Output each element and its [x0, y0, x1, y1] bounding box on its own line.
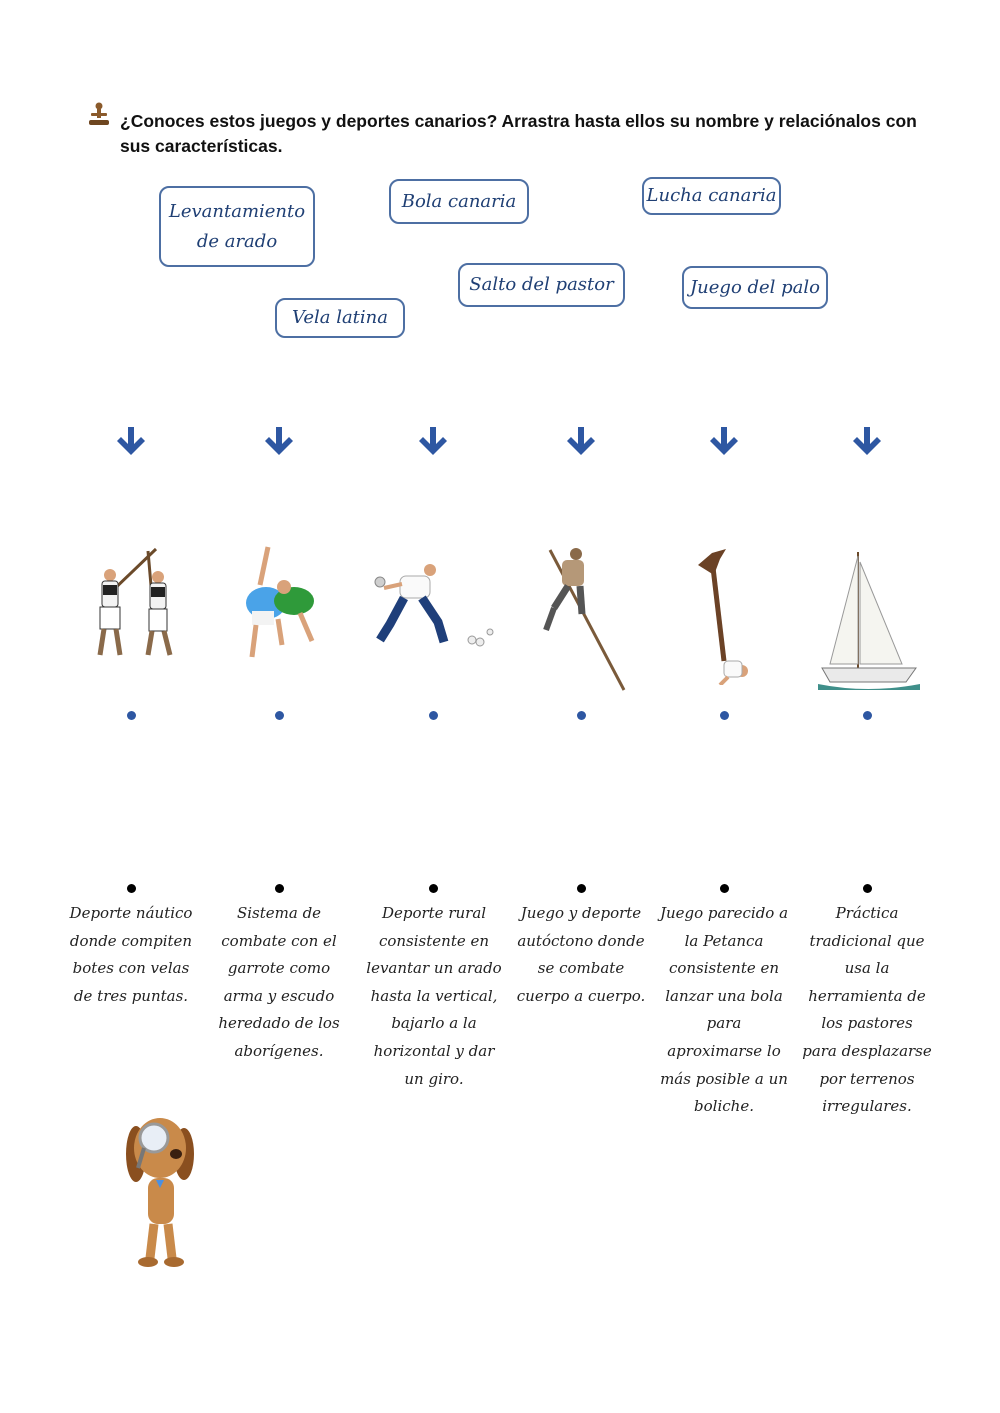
juego-del-palo-fighters-icon — [78, 545, 186, 663]
vela-latina-boat-icon — [818, 548, 920, 694]
match-point-bottom[interactable] — [720, 884, 729, 893]
match-point-top[interactable] — [275, 711, 284, 720]
chip-juego-del-palo[interactable]: Juego del palo — [682, 266, 828, 309]
description-text: Juego y deporte autóctono donde se combate cuerpo a cuerpo. — [516, 904, 646, 1005]
arrow-down-icon — [853, 426, 881, 456]
match-point-top[interactable] — [720, 711, 729, 720]
levantamiento-arado-icon — [690, 545, 756, 685]
arrow-down-icon — [567, 426, 595, 456]
chip-bola-canaria[interactable]: Bola canaria — [389, 179, 529, 224]
chip-lucha-canaria[interactable]: Lucha canaria — [642, 177, 781, 215]
match-point-bottom[interactable] — [127, 884, 136, 893]
instruction-text: ¿Conoces estos juegos y deportes canarios? Arrastra hasta ellos su nombre y relaciónalos con sus características. — [120, 111, 917, 156]
salto-del-pastor-jumper-icon — [536, 544, 628, 692]
match-point-top[interactable] — [863, 711, 872, 720]
description-text: Práctica tradicional que usa la herramienta de los pastores para desplazarse por terrenos irregulares. — [802, 904, 932, 1116]
lucha-canaria-wrestlers-icon — [238, 545, 320, 663]
arrow-down-icon — [419, 426, 447, 456]
match-point-bottom[interactable] — [275, 884, 284, 893]
match-point-bottom[interactable] — [863, 884, 872, 893]
bola-canaria-player-icon — [372, 562, 496, 652]
description-text: Deporte rural consistente en levantar un arado hasta la vertical, bajarlo a la horizontal y dar un giro. — [366, 904, 502, 1088]
arrow-down-icon — [265, 426, 293, 456]
dog-with-magnifier-icon — [120, 1108, 204, 1272]
match-point-top[interactable] — [127, 711, 136, 720]
match-point-top[interactable] — [429, 711, 438, 720]
description-text: Juego parecido a la Petanca consistente en lanzar una bola para aproximarse lo más posible a un boliche. — [659, 904, 789, 1116]
match-point-top[interactable] — [577, 711, 586, 720]
match-point-bottom[interactable] — [429, 884, 438, 893]
arrow-down-icon — [117, 426, 145, 456]
chip-salto-del-pastor[interactable]: Salto del pastor — [458, 263, 625, 307]
chip-levantamiento-de-arado[interactable]: Levantamiento de arado — [159, 186, 315, 267]
description-text: Deporte náutico donde compiten botes con velas de tres puntas. — [69, 904, 193, 1005]
arrow-down-icon — [710, 426, 738, 456]
match-point-bottom[interactable] — [577, 884, 586, 893]
chip-vela-latina[interactable]: Vela latina — [275, 298, 405, 338]
description-text: Sistema de combate con el garrote como arma y escudo heredado de los aborígenes. — [218, 904, 340, 1060]
puzzle-figure-icon — [88, 101, 110, 127]
